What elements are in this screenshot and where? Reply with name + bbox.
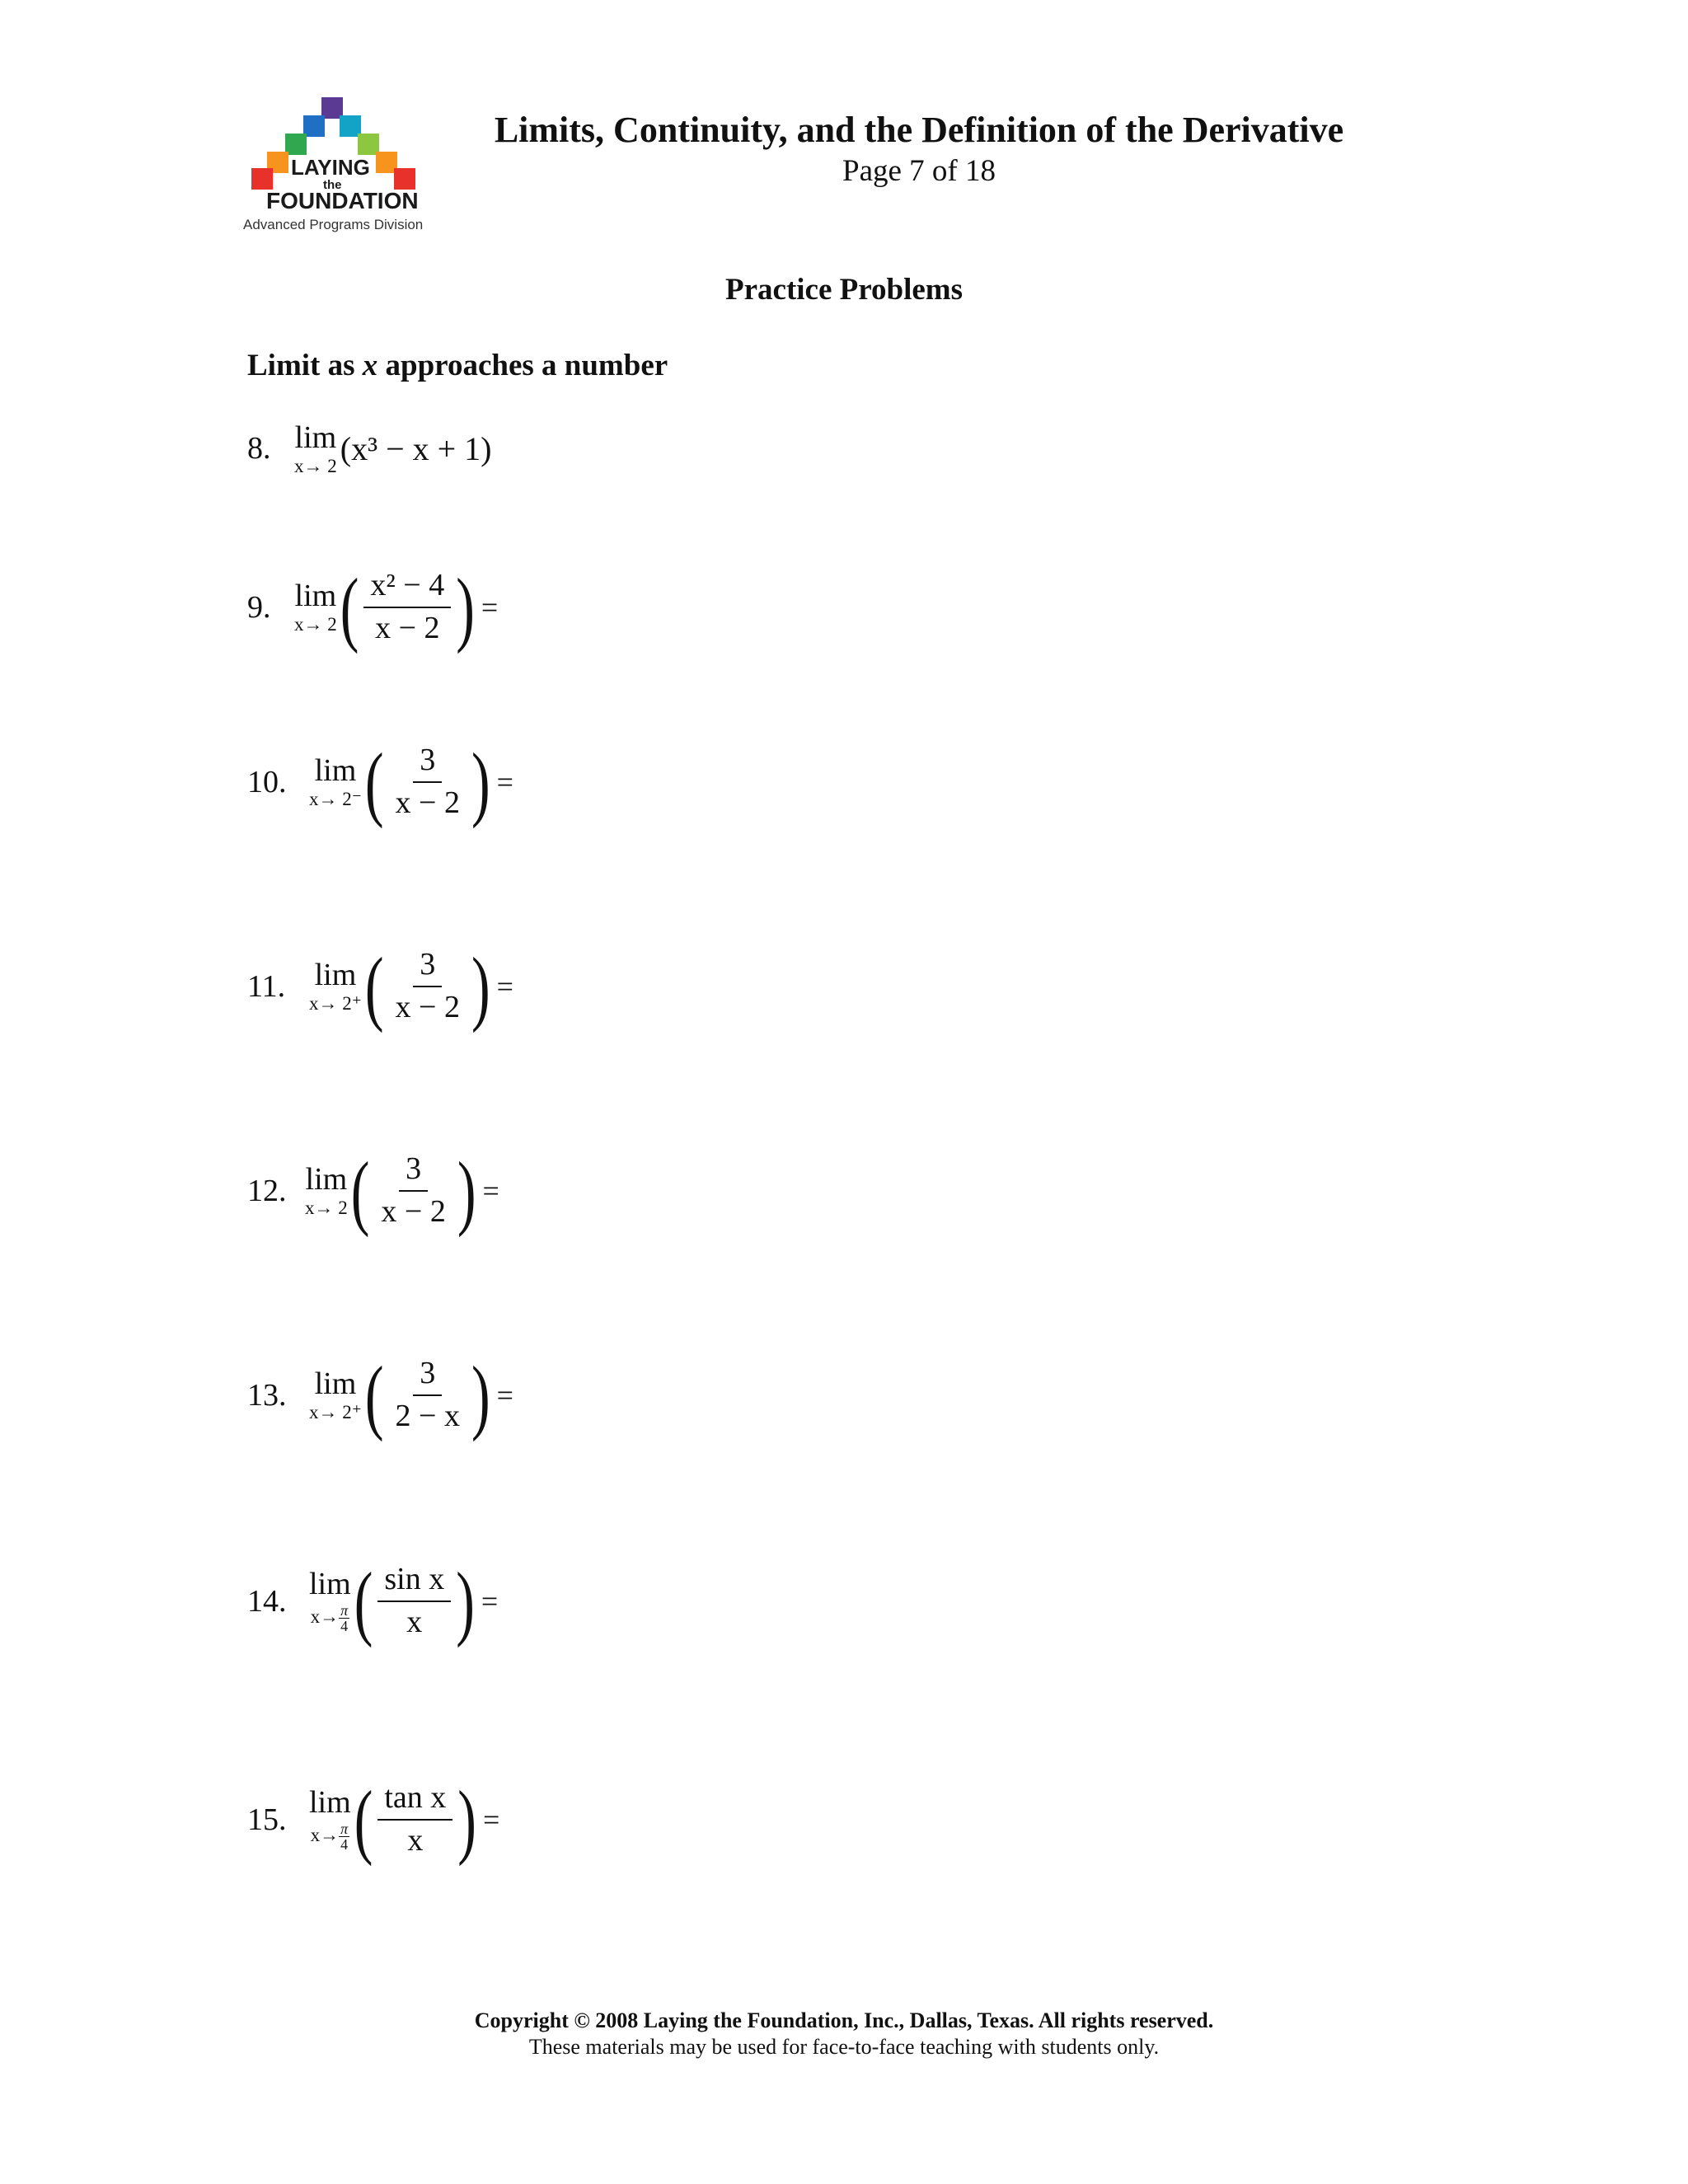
- lim-word: lim: [314, 1366, 357, 1402]
- limit-operator: [309, 959, 362, 1013]
- right-paren: ): [471, 1347, 490, 1442]
- right-paren: ): [456, 560, 475, 654]
- limit-operator: [294, 422, 337, 476]
- denominator: x − 2: [395, 785, 460, 820]
- problem-number: 13.: [247, 1377, 287, 1413]
- usage-notice: These materials may be used for face-to-face teaching with students only.: [528, 2035, 1160, 2059]
- limit-approach: [311, 1821, 350, 1852]
- pi-denominator: 4: [340, 1618, 349, 1635]
- lim-word: lim: [294, 579, 337, 614]
- equals-sign: =: [481, 590, 499, 624]
- fraction: [377, 1781, 452, 1858]
- left-paren: (: [364, 1347, 384, 1442]
- lim-word: lim: [314, 958, 357, 993]
- problem-number: 9.: [247, 589, 271, 625]
- denominator: x: [407, 1822, 424, 1858]
- limit-approach: x→ 2: [294, 614, 337, 635]
- logo-tagline: Advanced Programs Division: [243, 217, 424, 232]
- logo-block: [251, 168, 273, 190]
- left-paren: (: [354, 1772, 373, 1867]
- left-paren: (: [350, 1143, 370, 1238]
- pi-over-4: [339, 1821, 349, 1852]
- left-paren: (: [354, 1554, 373, 1648]
- copyright-notice: Copyright © 2008 Laying the Foundation, Inc., Dallas, Texas. All rights reserved.: [474, 2008, 1214, 2032]
- numerator: 3: [413, 948, 442, 987]
- equals-sign: =: [496, 765, 513, 799]
- left-paren: (: [364, 939, 384, 1033]
- problem-number: 15.: [247, 1802, 287, 1837]
- approach-arrow: x→: [310, 1825, 340, 1846]
- equals-sign: =: [482, 1174, 499, 1207]
- limit-operator: [309, 755, 362, 808]
- fraction: [374, 1152, 452, 1230]
- left-paren: (: [340, 560, 359, 654]
- limit-operator: [309, 1787, 351, 1852]
- fraction: [389, 948, 467, 1025]
- problem-10: [247, 734, 513, 829]
- pi-denominator: 4: [340, 1836, 349, 1854]
- equals-sign: =: [481, 1584, 499, 1618]
- equals-sign: =: [496, 1378, 513, 1412]
- problem-number: 12.: [247, 1173, 287, 1208]
- numerator: tan x: [377, 1781, 452, 1821]
- document-title: Limits, Continuity, and the Definition of the Derivative: [494, 110, 1344, 150]
- lim-word: lim: [309, 1567, 351, 1602]
- problem-number: 10.: [247, 764, 287, 799]
- equals-sign: =: [482, 1802, 500, 1836]
- problem-11: [247, 939, 513, 1033]
- fraction: [389, 1357, 467, 1434]
- limit-approach: x→ 2: [305, 1197, 348, 1219]
- fraction: [389, 743, 467, 821]
- limit-approach: x→ 2⁺: [309, 993, 362, 1015]
- numerator: 3: [399, 1152, 428, 1192]
- problem-15: [247, 1772, 500, 1867]
- numerator: x² − 4: [363, 569, 451, 608]
- approach-arrow: x→: [310, 1606, 340, 1628]
- pi-symbol: π: [340, 1821, 349, 1838]
- problem-9: [247, 560, 499, 654]
- problem-8: [247, 422, 492, 476]
- denominator: x − 2: [375, 610, 440, 645]
- denominator: 2 − x: [395, 1398, 460, 1433]
- numerator: 3: [413, 1357, 442, 1396]
- denominator: x − 2: [395, 989, 460, 1024]
- logo-word-the: the: [323, 178, 342, 192]
- numerator: 3: [413, 743, 442, 783]
- expression: (x³ − x + 1): [340, 429, 492, 467]
- equals-sign: =: [496, 969, 513, 1003]
- right-paren: ): [471, 939, 490, 1033]
- logo-block: [394, 168, 415, 190]
- problem-number: 14.: [247, 1583, 287, 1619]
- subheading-suffix: approaches a number: [377, 349, 668, 382]
- problem-13: [247, 1347, 513, 1442]
- pi-over-4: [339, 1603, 349, 1633]
- lim-word: lim: [294, 420, 337, 455]
- limit-approach: x→ 2⁻: [309, 789, 362, 810]
- fraction: [377, 1563, 451, 1640]
- problem-number: 8.: [247, 431, 271, 466]
- limit-operator: [309, 1368, 362, 1422]
- problem-12: [247, 1143, 499, 1238]
- denominator: x − 2: [381, 1193, 446, 1229]
- lim-word: lim: [309, 1785, 351, 1821]
- subheading-variable: x: [362, 349, 378, 382]
- right-paren: ): [457, 1772, 476, 1867]
- limit-approach: [311, 1603, 350, 1633]
- right-paren: ): [457, 1143, 476, 1238]
- logo-word-foundation: FOUNDATION: [266, 188, 419, 213]
- denominator: x: [406, 1604, 423, 1639]
- limit-operator: [294, 580, 337, 634]
- subheading-prefix: Limit as: [247, 349, 363, 382]
- numerator: sin x: [377, 1563, 451, 1602]
- pi-symbol: π: [340, 1602, 349, 1619]
- page-number: Page 7 of 18: [842, 154, 996, 188]
- laying-the-foundation-logo: [243, 97, 429, 237]
- left-paren: (: [364, 734, 384, 829]
- lim-word: lim: [314, 753, 357, 789]
- section-title: Practice Problems: [725, 273, 963, 307]
- subheading: [247, 348, 668, 383]
- limit-operator: [305, 1164, 348, 1217]
- lim-word: lim: [305, 1162, 348, 1197]
- problem-14: [247, 1554, 499, 1648]
- problem-number: 11.: [247, 968, 286, 1004]
- limit-approach: x→ 2: [294, 455, 337, 476]
- logo-word-laying: LAYING: [291, 155, 370, 180]
- limit-approach: x→ 2⁺: [309, 1402, 362, 1423]
- right-paren: ): [456, 1554, 475, 1648]
- right-paren: ): [471, 734, 490, 829]
- fraction: [363, 569, 451, 646]
- limit-operator: [309, 1568, 351, 1633]
